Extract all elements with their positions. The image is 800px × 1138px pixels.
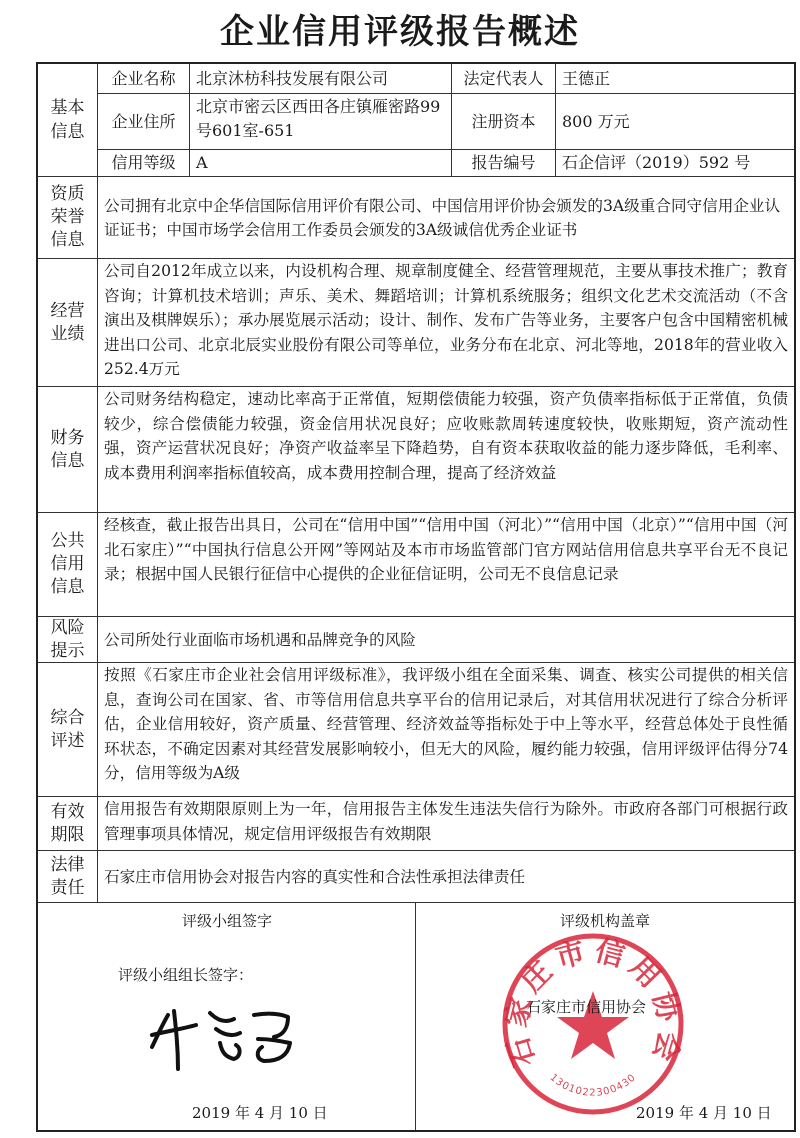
company-address: 北京市密云区西田各庄镇雁密路99号601室-651 [190,94,452,150]
agency-seal-box [416,903,794,1130]
summary-label: 综合评述 [38,663,98,797]
qualification-label: 资质荣誉信息 [38,177,98,259]
company-name: 北京沐枋科技发展有限公司 [190,64,452,94]
report-title: 企业信用评级报告概述 [220,12,580,52]
financial-text: 公司财务结构稳定，速动比率高于正常值，短期偿债能力较强，资产负债率指标低于正常值，负债较少，综合偿债能力较强，资金信用状况良好；应收账款周转速度较快，收账期短，资产流动性强，资产运营状况良好；净资产收益率呈下降趋势，自有资本获取收益的能力逐步降低，毛利率、成本费用利润率指标值较高，成本费用控制合理，提高了经济效益 [98,387,794,513]
leader-sign-label: 评级小组组长签字： [118,966,254,984]
credit-grade: A [190,150,452,177]
credit-grade-label: 信用等级 [98,150,190,177]
risk-text: 公司所处行业面临市场机遇和品牌竞争的风险 [98,617,794,663]
legal-text: 石家庄市信用协会对报告内容的真实性和合法性承担法律责任 [98,851,794,903]
risk-label: 风险提示 [38,617,98,663]
performance-text: 公司自2012年成立以来，内设机构合理、规章制度健全、经营管理规范，主要从事技术推广；教育咨询；计算机技术培训；声乐、美术、舞蹈培训；计算机系统服务；组织文化艺术交流活动（不含演出及棋牌娱乐）；承办展览展示活动；设计、制作、发布广告等业务，主要客户包含中国精密机械进出口公司、北京北辰实业股份有限公司等单位，业务分布在北京、河北等地，2018年的营业收入252.4万元 [98,259,794,387]
registered-capital-label: 注册资本 [452,94,556,150]
summary-text: 按照《石家庄市企业社会信用评级标准》，我评级小组在全面采集、调查、核实公司提供的相关信息，查询公司在国家、省、市等信用信息共享平台的信用记录后，对其信用状况进行了综合分析评估，企业信用较好，资产质量、经营管理、经济效益等指标处于中上等水平，经营总体处于良性循环状态，不确定因素对其经营发展影响较小，但无大的风险，履约能力较强，信用评级评估得分74分，信用等级为A级 [98,663,794,797]
validity-text: 信用报告有效期限原则上为一年，信用报告主体发生违法失信行为除外。市政府各部门可根据行政管理事项具体情况，规定信用评级报告有效期限 [98,797,794,851]
legal-label: 法律责任 [38,851,98,903]
report-no-label: 报告编号 [452,150,556,177]
team-signature-box [38,903,416,1130]
validity-label: 有效期限 [38,797,98,851]
team-signature-header: 评级小组签字 [181,912,272,930]
handwritten-signature [138,995,308,1075]
svg-text:1301022300430 [548,1072,639,1099]
legal-rep-label: 法定代表人 [452,64,556,94]
address-label: 企业住所 [98,94,190,150]
public-credit-label: 公共信用信息 [38,513,98,617]
company-name-label: 企业名称 [98,64,190,94]
official-seal [498,929,688,1119]
agency-seal-date: 2019 年 4 月 10 日 [636,1104,772,1122]
seal-text: 石家庄市信用协会 [498,932,688,1071]
agency-name: 石家庄市信用协会 [526,998,647,1016]
public-credit-text: 经核查，截止报告出具日，公司在“信用中国”“信用中国（河北）”“信用中国（北京）”“信用中国（河北石家庄）”“中国执行信息公开网”等网站及本市市场监管部门官方网站信用信息共享平台无不良记录；根据中国人民银行征信中心提供的企业征信证明，公司无不良信息记录 [98,513,794,617]
report-number: 石企信评（2019）592 号 [556,150,794,177]
performance-label: 经营业绩 [38,259,98,387]
team-sign-date: 2019 年 4 月 10 日 [192,1104,328,1122]
qualification-text: 公司拥有北京中企华信国际信用评价有限公司、中国信用评价协会颁发的3A级重合同守信用企业认证证书；中国市场学会信用工作委员会颁发的3A级诚信优秀企业证书 [98,177,794,259]
agency-seal-header: 评级机构盖章 [559,912,650,930]
legal-rep: 王德正 [556,64,794,94]
seal-number: 1301022300430 [547,1072,639,1099]
report-table [36,62,796,1132]
registered-capital: 800 万元 [556,94,794,150]
financial-label: 财务信息 [38,387,98,513]
basic-info-label: 基本信息 [38,64,98,177]
